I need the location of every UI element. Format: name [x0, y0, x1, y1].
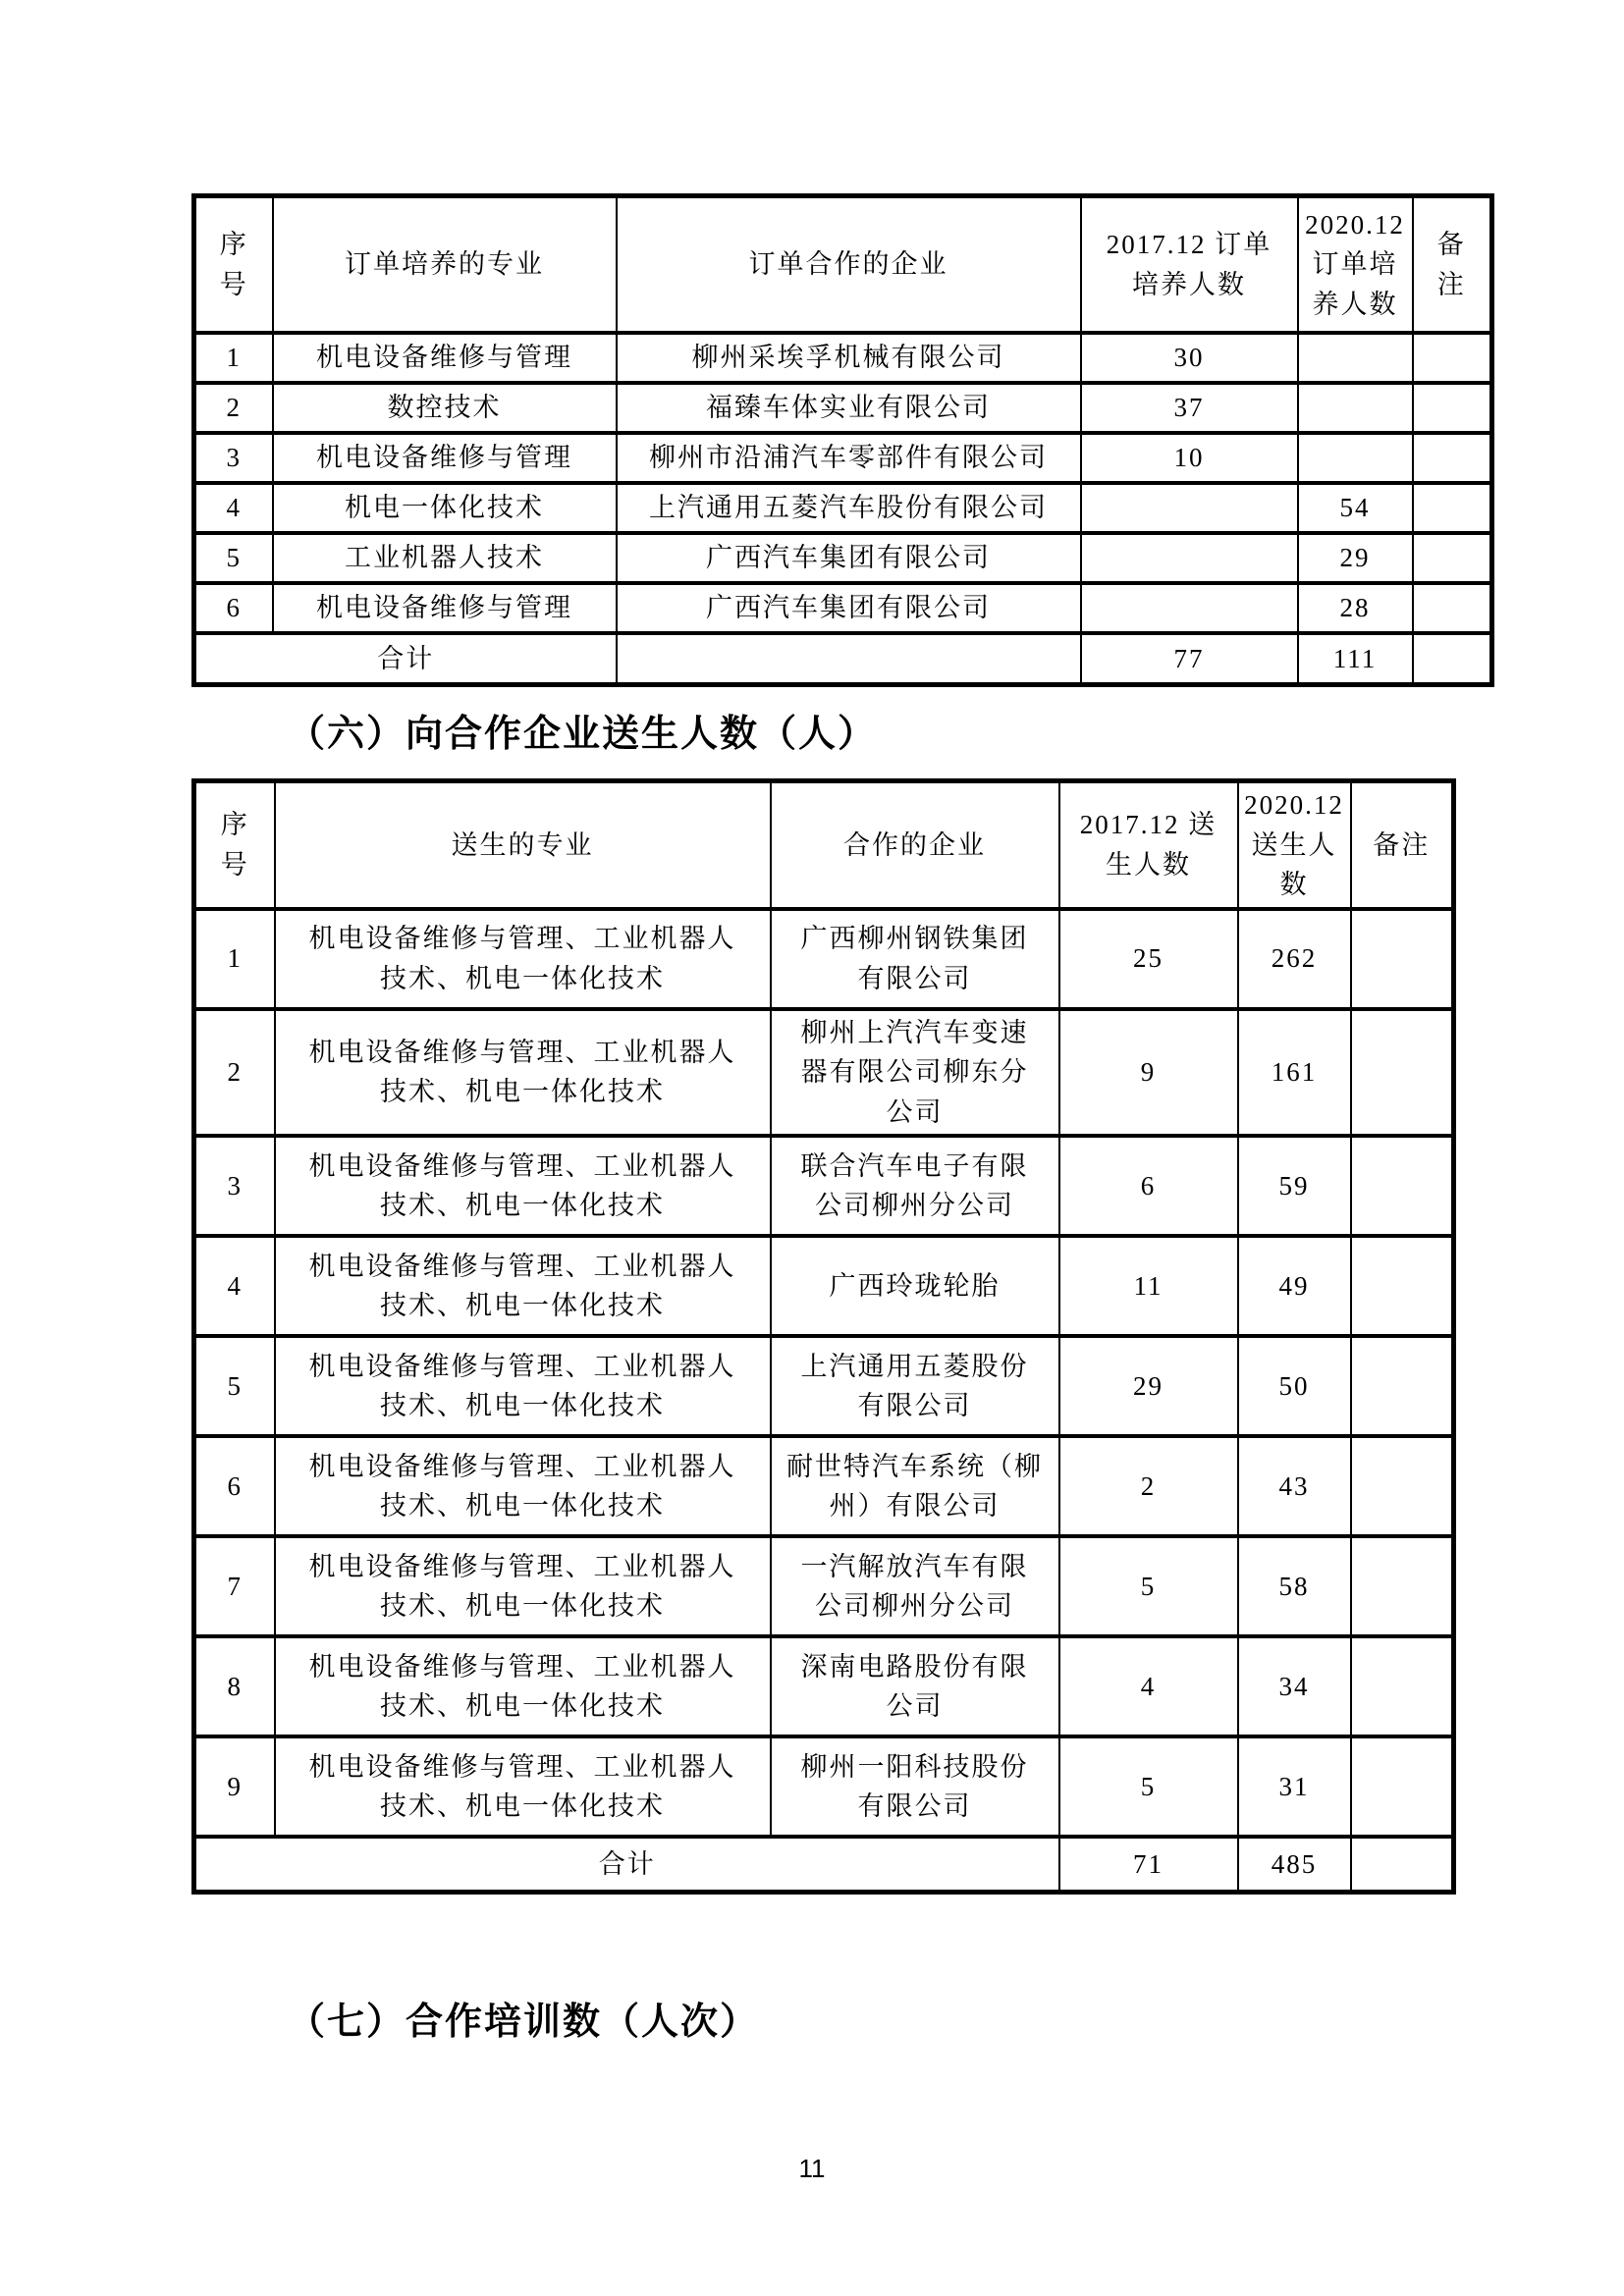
table-cell: 43 [1238, 1436, 1351, 1536]
column-header-major: 订单培养的专业 [273, 196, 617, 334]
table-row [194, 333, 1492, 383]
table-cell [617, 633, 1081, 685]
table-cell [1413, 633, 1492, 685]
table-cell [1298, 383, 1413, 433]
order-training-table [191, 193, 1494, 687]
column-header-company: 合作的企业 [771, 781, 1059, 909]
header-row [194, 781, 1454, 909]
table-cell: 耐世特汽车系统（柳 州）有限公司 [771, 1436, 1059, 1536]
table-cell [1413, 483, 1492, 533]
table-cell: 一汽解放汽车有限 公司柳州分公司 [771, 1536, 1059, 1636]
table-cell: 28 [1298, 583, 1413, 633]
table-cell: 机电设备维修与管理、工业机器人 技术、机电一体化技术 [275, 1336, 771, 1436]
table-cell [1413, 433, 1492, 483]
table-cell [1351, 1336, 1454, 1436]
table-row [194, 1009, 1454, 1137]
column-header-company: 订单合作的企业 [617, 196, 1081, 334]
table-cell: 58 [1238, 1536, 1351, 1636]
table-cell: 50 [1238, 1336, 1351, 1436]
table-cell: 4 [1059, 1636, 1238, 1736]
table-cell: 9 [194, 1736, 275, 1837]
table-cell: 485 [1238, 1837, 1351, 1893]
section-heading-six: （六）向合作企业送生人数（人） [288, 714, 878, 755]
table-cell: 30 [1081, 333, 1298, 383]
table-cell: 广西玲珑轮胎 [771, 1236, 1059, 1336]
table-cell [1351, 1236, 1454, 1336]
total-row [194, 1837, 1454, 1893]
table-cell: 机电设备维修与管理、工业机器人 技术、机电一体化技术 [275, 1536, 771, 1636]
table-cell: 柳州采埃孚机械有限公司 [617, 333, 1081, 383]
table-cell: 262 [1238, 909, 1351, 1009]
header-row [194, 196, 1492, 334]
table-cell: 25 [1059, 909, 1238, 1009]
table-row [194, 909, 1454, 1009]
table-cell: 机电设备维修与管理、工业机器人 技术、机电一体化技术 [275, 909, 771, 1009]
table-cell: 3 [194, 1136, 275, 1236]
table-cell: 37 [1081, 383, 1298, 433]
table-cell: 2 [1059, 1436, 1238, 1536]
table-cell [1351, 1009, 1454, 1137]
table-cell: 4 [194, 483, 273, 533]
table-cell: 广西汽车集团有限公司 [617, 533, 1081, 583]
table-cell: 机电设备维修与管理、工业机器人 技术、机电一体化技术 [275, 1009, 771, 1137]
table-cell: 29 [1059, 1336, 1238, 1436]
table-cell: 2 [194, 1009, 275, 1137]
table-cell [1081, 483, 1298, 533]
table-cell: 8 [194, 1636, 275, 1736]
table-row [194, 1336, 1454, 1436]
table-cell: 71 [1059, 1837, 1238, 1893]
table-row [194, 1536, 1454, 1636]
table-cell: 广西汽车集团有限公司 [617, 583, 1081, 633]
table-cell: 5 [1059, 1536, 1238, 1636]
column-header-remark: 备 注 [1413, 196, 1492, 334]
table-cell [1298, 333, 1413, 383]
table-cell [1351, 1436, 1454, 1536]
table-cell: 上汽通用五菱汽车股份有限公司 [617, 483, 1081, 533]
table-cell [1298, 433, 1413, 483]
column-header-2017: 2017.12 订单 培养人数 [1081, 196, 1298, 334]
table-cell: 机电设备维修与管理、工业机器人 技术、机电一体化技术 [275, 1436, 771, 1536]
table-cell [1413, 333, 1492, 383]
section-heading-seven: （七）合作培训数（人次） [288, 2002, 760, 2043]
table-cell: 11 [1059, 1236, 1238, 1336]
table-row [194, 1736, 1454, 1837]
table-cell: 深南电路股份有限 公司 [771, 1636, 1059, 1736]
table-cell [1413, 383, 1492, 433]
table-cell [1081, 533, 1298, 583]
table-cell: 柳州上汽汽车变速 器有限公司柳东分 公司 [771, 1009, 1059, 1137]
table-cell: 机电设备维修与管理 [273, 333, 617, 383]
table-cell: 10 [1081, 433, 1298, 483]
table-cell: 工业机器人技术 [273, 533, 617, 583]
table-row [194, 583, 1492, 633]
column-header-2017: 2017.12 送 生人数 [1059, 781, 1238, 909]
table-cell: 机电设备维修与管理、工业机器人 技术、机电一体化技术 [275, 1736, 771, 1837]
table-cell: 机电设备维修与管理、工业机器人 技术、机电一体化技术 [275, 1636, 771, 1736]
table-cell: 4 [194, 1236, 275, 1336]
table-cell: 5 [1059, 1736, 1238, 1837]
column-header-index: 序 号 [194, 781, 275, 909]
table-row [194, 483, 1492, 533]
table-cell: 数控技术 [273, 383, 617, 433]
table-cell: 柳州市沿浦汽车零部件有限公司 [617, 433, 1081, 483]
table-cell [1351, 1136, 1454, 1236]
order-table-body [194, 333, 1492, 685]
table-cell: 161 [1238, 1009, 1351, 1137]
column-header-major: 送生的专业 [275, 781, 771, 909]
table-row [194, 1236, 1454, 1336]
table-cell: 5 [194, 533, 273, 583]
table-cell: 6 [194, 1436, 275, 1536]
table-cell [1351, 909, 1454, 1009]
column-header-remark: 备注 [1351, 781, 1454, 909]
table-cell: 5 [194, 1336, 275, 1436]
table-row [194, 383, 1492, 433]
table-cell: 柳州一阳科技股份 有限公司 [771, 1736, 1059, 1837]
table-row [194, 533, 1492, 583]
table-cell: 机电一体化技术 [273, 483, 617, 533]
table-row [194, 1436, 1454, 1536]
table-cell: 9 [1059, 1009, 1238, 1137]
table-cell: 1 [194, 333, 273, 383]
table-cell: 3 [194, 433, 273, 483]
table-cell: 6 [194, 583, 273, 633]
table-cell [1413, 583, 1492, 633]
table-cell: 59 [1238, 1136, 1351, 1236]
table-cell: 机电设备维修与管理 [273, 433, 617, 483]
table-row [194, 1636, 1454, 1736]
column-header-2020: 2020.12 订单培 养人数 [1298, 196, 1413, 334]
table-cell: 54 [1298, 483, 1413, 533]
column-header-2020: 2020.12 送生人 数 [1238, 781, 1351, 909]
table-cell: 联合汽车电子有限 公司柳州分公司 [771, 1136, 1059, 1236]
table-cell: 机电设备维修与管理 [273, 583, 617, 633]
table-cell: 合计 [194, 1837, 1059, 1893]
column-header-index: 序 号 [194, 196, 273, 334]
page-number: 11 [798, 2154, 826, 2183]
table-cell [1351, 1536, 1454, 1636]
table-cell: 1 [194, 909, 275, 1009]
table-row [194, 433, 1492, 483]
table-row [194, 1136, 1454, 1236]
table-cell: 7 [194, 1536, 275, 1636]
table-cell: 合计 [194, 633, 617, 685]
delivery-table-header [194, 781, 1454, 909]
total-row [194, 633, 1492, 685]
table-cell [1351, 1736, 1454, 1837]
table-cell [1351, 1636, 1454, 1736]
table-cell: 2 [194, 383, 273, 433]
table-cell: 6 [1059, 1136, 1238, 1236]
table-cell: 机电设备维修与管理、工业机器人 技术、机电一体化技术 [275, 1236, 771, 1336]
table-cell: 49 [1238, 1236, 1351, 1336]
student-delivery-table [191, 778, 1456, 1895]
table-cell: 广西柳州钢铁集团 有限公司 [771, 909, 1059, 1009]
table-cell [1081, 583, 1298, 633]
table-cell: 福臻车体实业有限公司 [617, 383, 1081, 433]
order-table-header [194, 196, 1492, 334]
delivery-table-body [194, 909, 1454, 1893]
table-cell: 111 [1298, 633, 1413, 685]
table-cell [1413, 533, 1492, 583]
table-cell: 31 [1238, 1736, 1351, 1837]
table-cell [1351, 1837, 1454, 1893]
table-cell: 34 [1238, 1636, 1351, 1736]
table-cell: 29 [1298, 533, 1413, 583]
table-cell: 机电设备维修与管理、工业机器人 技术、机电一体化技术 [275, 1136, 771, 1236]
table-cell: 77 [1081, 633, 1298, 685]
table-cell: 上汽通用五菱股份 有限公司 [771, 1336, 1059, 1436]
